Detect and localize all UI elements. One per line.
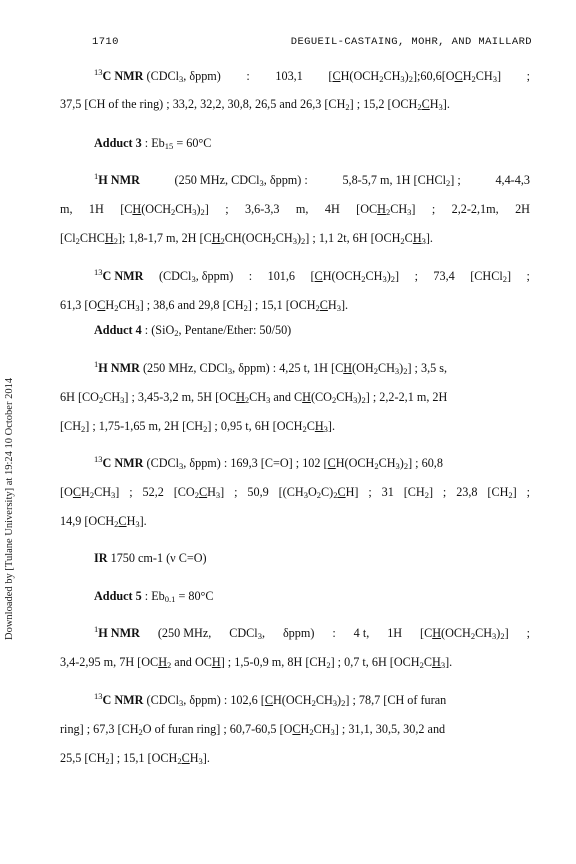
- running-authors: DEGUEIL-CASTAING, MOHR, AND MAILLARD: [290, 36, 532, 48]
- text-line: ring] ; 67,3 [$CH_2O$ of furan ring] ; 60,7-60,5 $[OCH_2CH_3]$ ; 31,1, 30,5, 30,2 and: [60, 722, 446, 737]
- text-line: Adduct 5 : $Eb_{0.1} = 80^\circ C$: [94, 589, 214, 604]
- adduct-5-label: Adduct 5: [94, 589, 142, 603]
- ir-value: 1750 cm-1 (ν C=O): [107, 551, 207, 565]
- text-line: $[Cl_2CHCH_2]$; 1,8-1,7 m, 2H $[CH_2CH(OCH_2CH_3)_2]$ ; 1,1 2t, 6H $[OCH_2CH_3]$.: [60, 231, 433, 246]
- adduct-4-label: Adduct 4: [94, 323, 142, 337]
- text-line: Adduct 3 : $Eb_{15} = 60^\circ C$: [94, 136, 212, 151]
- text-line: 6H $[CO_2CH_3]$ ; 3,45-3,2 m, 5H [$OCH_2CH_3$ and $CH(CO_2CH_3)_2$] ; 2,2-2,1 m, 2H: [60, 390, 448, 405]
- text-line: $^1$H NMR (250 MHz, CDCl$_3$, δppm) : 4 t, 1H $[CH(OCH_2CH_3)_2]$ ;: [94, 624, 530, 641]
- page-number: 1710: [92, 36, 119, 48]
- text-line: $^{13}$C NMR (CDCl$_3$, δppm) : 101,6 $[CH(OCH_2CH_3)_2]$ ; 73,4 [CHCl$_2$] ;: [94, 267, 530, 284]
- text-line: $^{13}$C NMR (CDCl$_3$, δppm) : 103,1 $[CH(OCH_2CH_3)_2];60,6[OCH_2CH_3]$ ;: [94, 67, 530, 84]
- text-line: $[CH_2]$ ; 1,75-1,65 m, 2H $[CH_2]$ ; 0,95 t, 6H $[OCH_2CH_3]$.: [60, 419, 336, 434]
- running-header: [92, 36, 532, 52]
- download-watermark: [0, 0, 26, 864]
- text-line: $^1$H NMR (250 MHz, CDCl$_3$, δppm) : 5,8-5,7 m, 1H [CHCl$_2$] ; 4,4-4,3: [94, 171, 530, 188]
- adduct-3-label: Adduct 3: [94, 136, 142, 150]
- text-line: $^1$H NMR (250 MHz, CDCl$_3$, δppm) : 4,25 t, 1H $[CH(OH_2CH_3)_2]$ ; 3,5 s,: [94, 359, 448, 376]
- ir-label: IR: [94, 551, 108, 565]
- text-line: [60, 551, 530, 569]
- text-line: $[OCH_2CH_3]$ ; 52,2 $[CO_2CH_3]$ ; 50,9 $[(CH_3O_2C)_2CH]$ ; 31 $[CH_2]$ ; 23,8 $[CH_2]$ ;: [60, 485, 530, 500]
- text-line: 37,5 [CH of the ring) ; 33,2, 32,2, 30,8, 26,5 and 26,3 $[CH_2]$ ; 15,2 $[OCH_2CH_3]$.: [60, 97, 450, 112]
- text-line: $^{13}$C NMR (CDCl$_3$, δppm) : 102,6 $[CH(OCH_2CH_3)_2]$ ; 78,7 [CH of furan: [94, 691, 447, 708]
- text-line: m, 1H $[CH(OCH_2CH_3)_2]$ ; 3,6-3,3 m, 4H $[OCH_2CH_3]$ ; 2,2-2,1m, 2H: [60, 202, 530, 217]
- text-line: 61,3 $[OCH_2CH_3]$ ; 38,6 and 29,8 $[CH_2]$ ; 15,1 $[OCH_2CH_3]$.: [60, 298, 349, 313]
- text-line: Adduct 4 : (SiO$_2$, Pentane/Ether: 50/50): [94, 323, 292, 338]
- download-notice: Downloaded by [Tulane University] at 19:24 10 October 2014: [4, 377, 15, 640]
- text-line: 25,5 $[CH_2]$ ; 15,1 $[OCH_2CH_3]$.: [60, 751, 210, 766]
- text-line: $^{13}$C NMR (CDCl$_3$, δppm) : 169,3 [C=O] ; 102 $[CH(OCH_2CH_3)_2]$ ; 60,8: [94, 454, 443, 471]
- text-line: 3,4-2,95 m, 7H [$OCH_2$ and OCH] ; 1,5-0,9 m, 8H $[CH_2]$ ; 0,7 t, 6H $[OCH_2CH_3]$.: [60, 655, 453, 670]
- text-line: 14,9 $[OCH_2CH_3]$.: [60, 514, 147, 529]
